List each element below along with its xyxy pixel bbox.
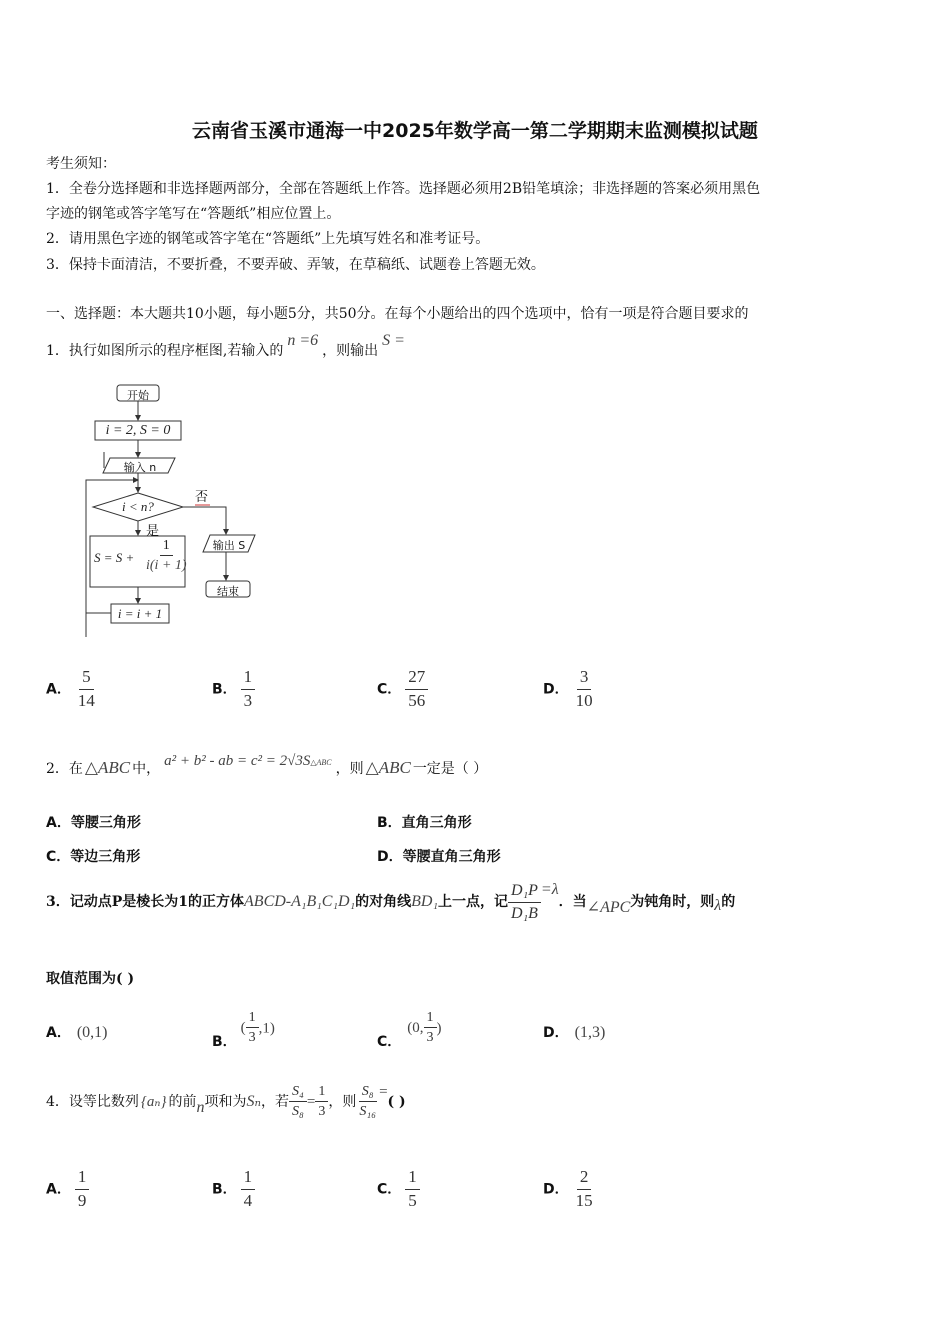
q2-option-d[interactable]: D．等腰直角三角形 [377, 849, 501, 865]
q1-option-d[interactable]: D． $\frac{3}{10}$ [543, 667, 593, 710]
q1-math-n: n =6 [287, 332, 319, 349]
q4-option-d[interactable]: D． $\frac{2}{15}$ [543, 1167, 593, 1210]
notice-item: 1．全卷分选择题和非选择题两部分，全部在答题纸上作答。选择题必须用2B铅笔填涂；非选择题的答案必须用黑色 [46, 181, 761, 197]
q4-fraction-2: $\frac{1}{3}$ [315, 1084, 328, 1120]
flow-end: 结束 [217, 585, 239, 598]
q2-option-c[interactable]: C．等边三角形 [46, 849, 141, 865]
flowchart [80, 380, 280, 645]
q3-option-c[interactable]: C．(0, $\frac{1}{3}$ ) [377, 1010, 442, 1051]
q1-math-s: S = [382, 332, 405, 349]
q3-option-a[interactable]: A． (0,1) [46, 1024, 108, 1041]
q2-triangle: △ABC [84, 758, 131, 777]
q4-option-a[interactable]: A． $\frac{1}{9}$ [46, 1168, 89, 1210]
notice-item: 字迹的钢笔或答字笔写在“答题纸”相应位置上。 [46, 206, 341, 222]
q1-option-b[interactable]: B． $\frac{1}{3}$ [212, 668, 255, 710]
q4-sequence: {aₙ} [140, 1093, 167, 1110]
page-title: 云南省玉溪市通海一中2025年数学高一第二学期期末监测模拟试题 [192, 120, 758, 142]
q3-text: 3．记动点P是棱长为1的正方体ABCD-A₁B₁C₁D₁的对角线BD₁上一点，记 $\frac{\text{D₁P}}{\text{D₁B}}$ =λ．当∠APC为钝角时，则λ的 [46, 881, 736, 922]
q3-fraction: $\frac{\text{D₁P}}{\text{D₁B}}$ [508, 882, 541, 922]
q1-pre: 1．执行如图所示的程序框图,若输入的 [46, 343, 284, 359]
flow-increment: i = i + 1 [117, 606, 163, 621]
q2-formula: a² + b² - ab = c² = 2√3S△ABC [164, 753, 332, 769]
notice-item: 3．保持卡面清洁，不要折叠，不要弄破、弄皱，在草稿纸、试题卷上答题无效。 [46, 257, 545, 273]
flow-body-frac [143, 538, 190, 574]
flow-input: 输入 n [123, 461, 157, 474]
flow-body-lhs: S = S + [94, 550, 135, 565]
q3-angle: ∠APC [586, 899, 631, 917]
q2-text: 2．在 △ABC 中， a² + b² - ab = c² = 2√3S△ABC ，则 △ABC 一定是（ ） [46, 753, 488, 777]
flow-body-num: 1 [160, 538, 173, 556]
notice-heading: 考生须知： [46, 156, 116, 172]
notice-item: 2．请用黑色字迹的钢笔或答字笔在“答题纸”上先填写姓名和准考证号。 [46, 231, 490, 247]
q1-text [46, 332, 405, 360]
flow-start: 开始 [127, 389, 149, 402]
q1-option-c[interactable]: C． $\frac{27}{56}$ [377, 668, 428, 710]
q4-fraction-3: $\frac{\text{S₈}}{\text{S₁₆}}$ [359, 1084, 377, 1120]
q2-triangle-2: △ABC [365, 758, 411, 777]
q3-option-b[interactable]: B．( $\frac{1}{3}$ ,1) [212, 1010, 275, 1051]
q3-text-line2: 取值范围为( ) [46, 971, 135, 987]
flow-init: i = 2, S = 0 [105, 423, 171, 438]
flow-no-label: 否 [195, 490, 209, 505]
q4-fraction-1: $\frac{\text{S₄}}{\text{S₈}}$ [289, 1084, 307, 1120]
q4-text: 4．设等比数列 {aₙ} 的前n项和为Sₙ，若 $\frac{\text{S₄}}{\text{S₈}}$ = $\frac{1}{3}$ ，则 $\frac{\text{S₈}}{\text{S₁₆}}$ =( ) [46, 1083, 406, 1120]
q3-option-d[interactable]: D． (1,3) [543, 1024, 606, 1041]
flow-condition: i < n? [122, 499, 154, 514]
q4-option-c[interactable]: C． $\frac{1}{5}$ [377, 1168, 420, 1210]
q2-option-a[interactable]: A．等腰三角形 [46, 815, 141, 831]
q1-mid: ，则输出 [322, 343, 379, 359]
q3-cube: ABCD-A₁B₁C₁D₁ [244, 893, 356, 911]
q3-diagonal: BD₁ [411, 893, 439, 911]
section-heading: 一、选择题：本大题共10小题，每小题5分，共50分。在每个小题给出的四个选项中，恰有一项是符合题目要求的 [46, 306, 749, 322]
q1-option-a[interactable]: A． $\frac{5}{14}$ [46, 667, 95, 710]
flow-body-den: i(i + 1) [146, 558, 187, 574]
flow-output: 输出 S [212, 539, 246, 552]
q2-option-b[interactable]: B．直角三角形 [377, 815, 472, 831]
flow-yes-label: 是 [146, 524, 160, 539]
q4-option-b[interactable]: B． $\frac{1}{4}$ [212, 1168, 255, 1210]
